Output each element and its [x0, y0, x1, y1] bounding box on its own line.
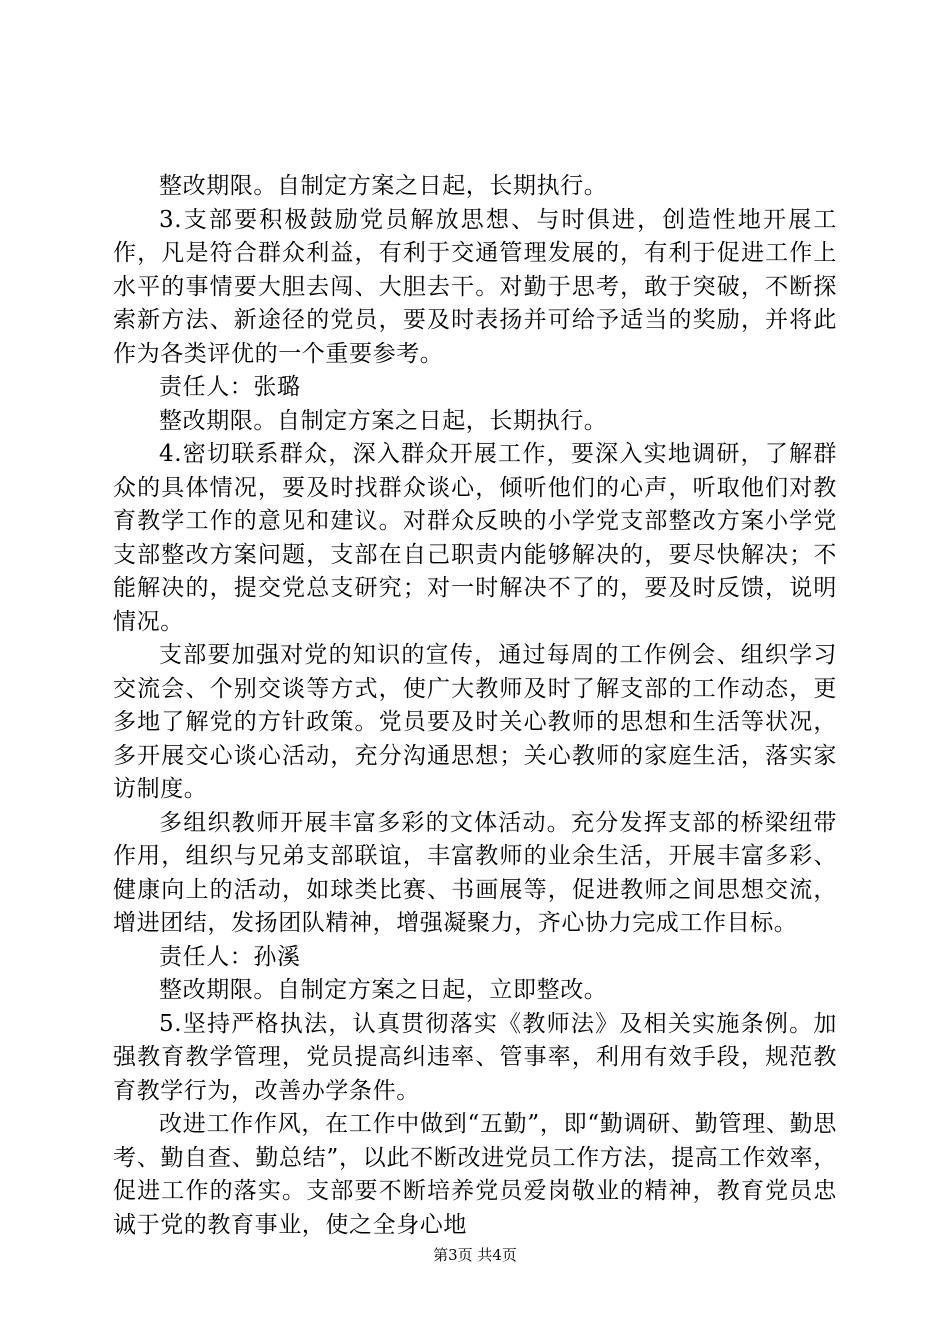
page-footer: 第3页 共4页 [433, 1246, 517, 1264]
paragraph-deadline-1: 整改期限。自制定方案之日起，长期执行。 [159, 173, 608, 199]
paragraph-responsible-1: 责任人：张璐 [159, 374, 301, 400]
paragraph-deadline-3: 整改期限。自制定方案之日起，立即整改。 [159, 977, 608, 1003]
paragraph-party-knowledge: 支部要加强对党的知识的宣传，通过每周的工作例会、组织学习交流会、个别交谈等方式，使广大教师及时了解支部的工作动态，更多地了解党的方针政策。党员要及时关心教师的思想和生活等状况，多开展交心谈心活动，充分沟通思想；关心教师的家庭生活，落实家访制度。 [113, 642, 837, 802]
paragraph-work-style: 改进工作作风，在工作中做到“五勤”，即“勤调研、勤管理、勤思考、勤自查、勤总结”，以此不断改进党员工作方法，提高工作效率，促进工作的落实。支部要不断培养党员爱岗敬业的精神，教育党员忠诚于党的教育事业，使之全身心地 [113, 1111, 837, 1238]
paragraph-item-3: 3.支部要积极鼓励党员解放思想、与时俱进，创造性地开展工作，凡是符合群众利益，有利于交通管理发展的，有利于促进工作上水平的事情要大胆去闯、大胆去干。对勤于思考，敢于突破，不断探索新方法、新途径的党员，要及时表扬并可给予适当的奖励，并将此作为各类评优的一个重要参考。 [113, 206, 837, 367]
document-body [113, 170, 837, 1242]
paragraph-item-4: 4.密切联系群众，深入群众开展工作，要深入实地调研，了解群众的具体情况，要及时找群众谈心，倾听他们的心声，听取他们对教育教学工作的意见和建议。对群众反映的小学党支部整改方案小学党支部整改方案问题，支部在自己职责内能够解决的，要尽快解决；不能解决的，提交党总支研究；对一时解决不了的，要及时反馈，说明情况。 [113, 441, 837, 635]
paragraph-responsible-2: 责任人：孙溪 [159, 943, 301, 970]
paragraph-item-5: 5.坚持严格执法，认真贯彻落实《教师法》及相关实施条例。加强教育教学管理，党员提高纠违率、管事率，利用有效手段，规范教育教学行为，改善办学条件。 [113, 1010, 837, 1104]
paragraph-deadline-2: 整改期限。自制定方案之日起，长期执行。 [159, 407, 608, 434]
paragraph-activities: 多组织教师开展丰富多彩的文体活动。充分发挥支部的桥梁纽带作用，组织与兄弟支部联谊，丰富教师的业余生活，开展丰富多彩、健康向上的活动，如球类比赛、书画展等，促进教师之间思想交流，增进团结，发扬团队精神，增强凝聚力，齐心协力完成工作目标。 [113, 809, 837, 936]
